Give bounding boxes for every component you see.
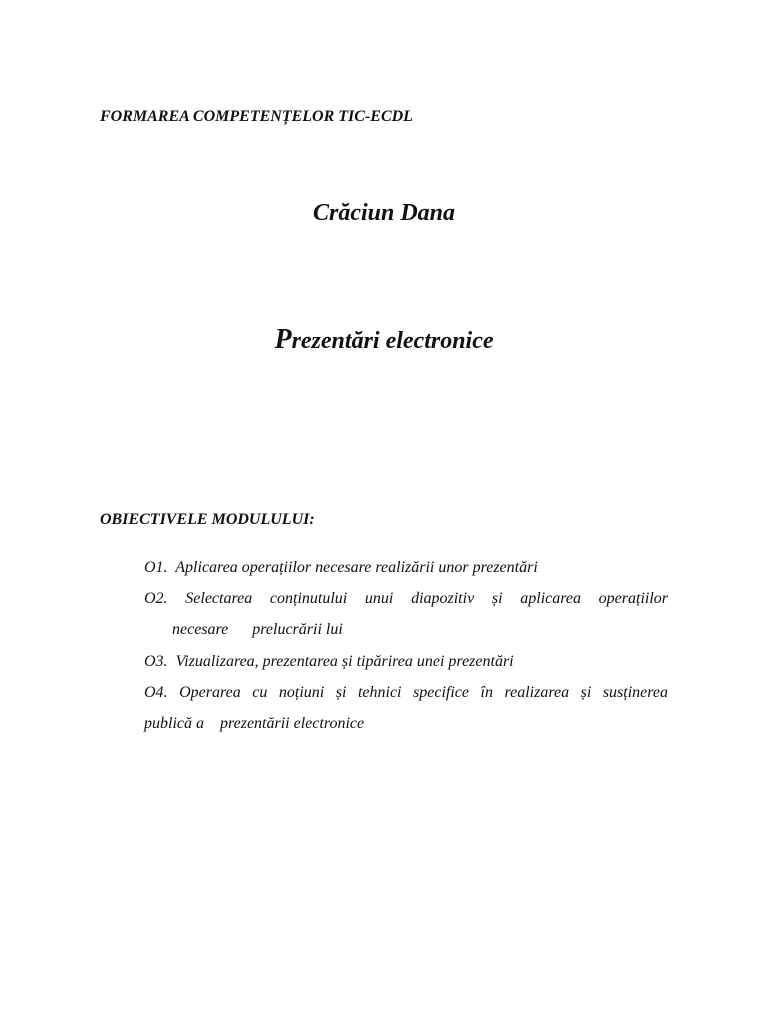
objective-code: O2. <box>144 590 168 607</box>
objective-o3 <box>144 646 668 677</box>
objective-o1 <box>144 552 668 583</box>
document-title <box>0 324 768 356</box>
document-header: FORMAREA COMPETENȚELOR TIC-ECDL <box>100 108 413 125</box>
title-rest: rezentări electronice <box>291 328 494 354</box>
objective-text-line2: publică a prezentării electronice <box>144 715 365 732</box>
objectives-heading: OBIECTIVELE MODULULUI: <box>100 511 315 528</box>
objective-code: O3. <box>144 653 168 670</box>
objective-text-line1: Selectarea conținutului unui diapozitiv și aplicarea operațiilor <box>185 590 669 607</box>
title-initial: P <box>274 324 292 355</box>
objective-code: O1. <box>144 559 168 576</box>
objective-text: Aplicarea operațiilor necesare realizării unor prezentări <box>175 559 538 576</box>
objective-o2 <box>144 583 668 645</box>
objective-code: O4. <box>144 684 168 701</box>
author-name: Crăciun Dana <box>312 200 456 226</box>
objective-o4 <box>144 677 668 739</box>
objective-text: Vizualizarea, prezentarea și tipărirea unei prezentări <box>175 653 514 670</box>
objective-text-line2: necesare prelucrării lui <box>172 621 343 638</box>
objective-text-line1: Operarea cu noțiuni și tehnici specifice în realizarea și susținerea <box>179 684 668 701</box>
